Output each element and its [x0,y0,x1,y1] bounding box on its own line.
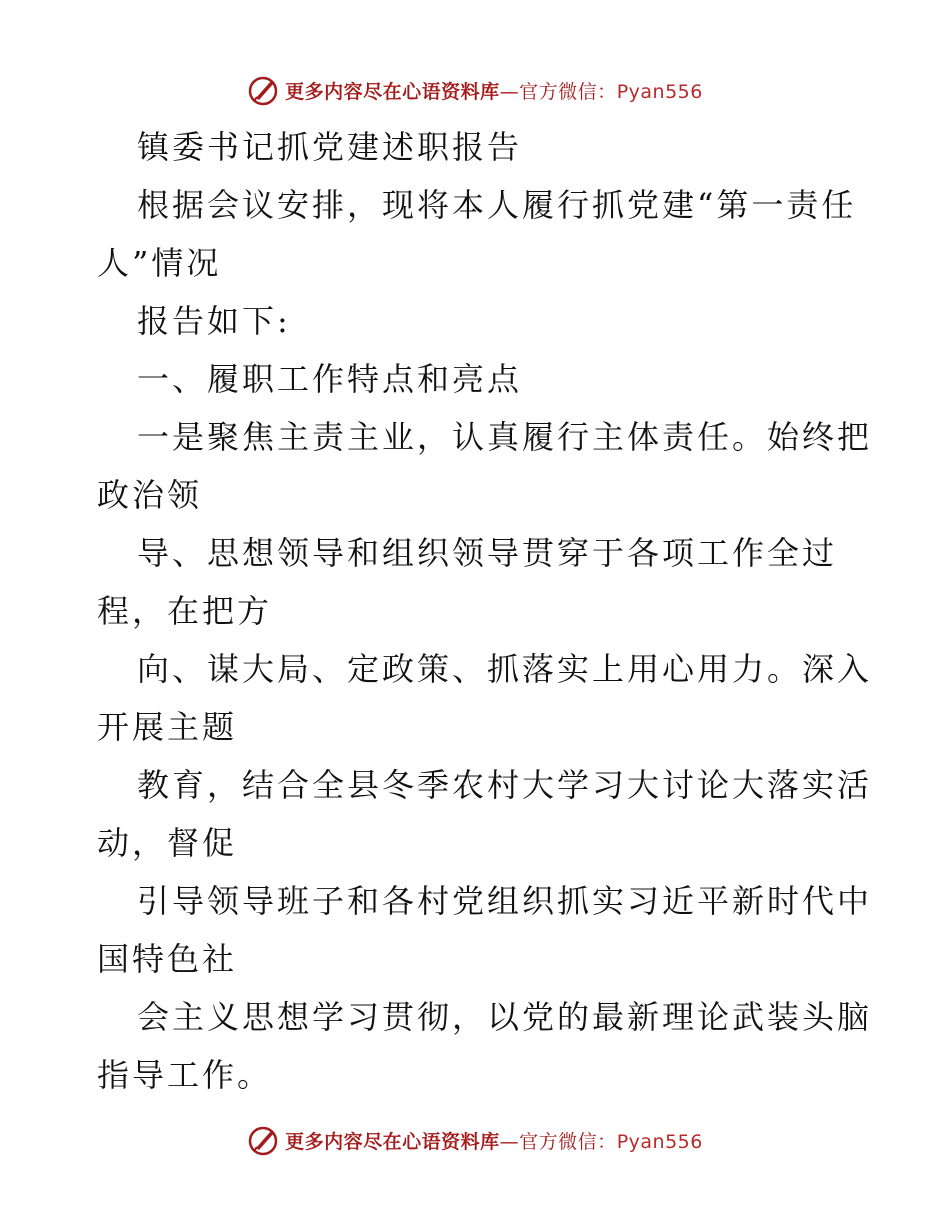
text-line: 导、思想领导和组织领导贯穿于各项工作全过 [137,534,838,572]
watermark-account: Pyan556 [616,1130,703,1153]
watermark-account: Pyan556 [616,80,703,103]
text-line: 一是聚焦主责主业，认真履行主体责任。始终把 [137,418,873,456]
watermark-official: 官方微信： [519,1130,617,1153]
watermark-brand: 更多内容尽在心语资料库 [285,80,500,103]
text-line: 开展主题 [97,708,238,746]
text-line: 程，在把方 [97,592,273,630]
text-line: 教育，结合全县冬季农村大学习大讨论大落实活 [137,766,873,804]
text-line: 政治领 [97,476,203,514]
watermark-official: 官方微信： [519,80,617,103]
text-line: 指导工作。 [97,1056,273,1094]
header-watermark [0,70,950,110]
watermark-dash: — [499,1130,520,1153]
text-line: 报告如下: [137,302,291,340]
section-heading: 一、履职工作特点和亮点 [137,360,523,398]
text-line: 动，督促 [97,824,238,862]
text-line: 根据会议安排，现将本人履行抓党建“第一责任 [137,186,857,224]
text-line: 引导领导班子和各村党组织抓实习近平新时代中 [137,882,873,920]
text-line: 会主义思想学习贯彻，以党的最新理论武装头脑 [137,998,873,1036]
text-line: 国特色社 [97,940,238,978]
watermark-brand: 更多内容尽在心语资料库 [285,1130,500,1153]
quill-logo-icon [247,74,279,106]
text-line: 人”情况 [97,244,222,282]
document-title: 镇委书记抓党建述职报告 [137,128,523,166]
document-body [97,118,873,1104]
footer-watermark [0,1120,950,1160]
watermark-text [285,1127,703,1154]
watermark-text [285,77,703,104]
text-line: 向、谋大局、定政策、抓落实上用心用力。深入 [137,650,873,688]
watermark-dash: — [499,80,520,103]
quill-logo-icon [247,1124,279,1156]
